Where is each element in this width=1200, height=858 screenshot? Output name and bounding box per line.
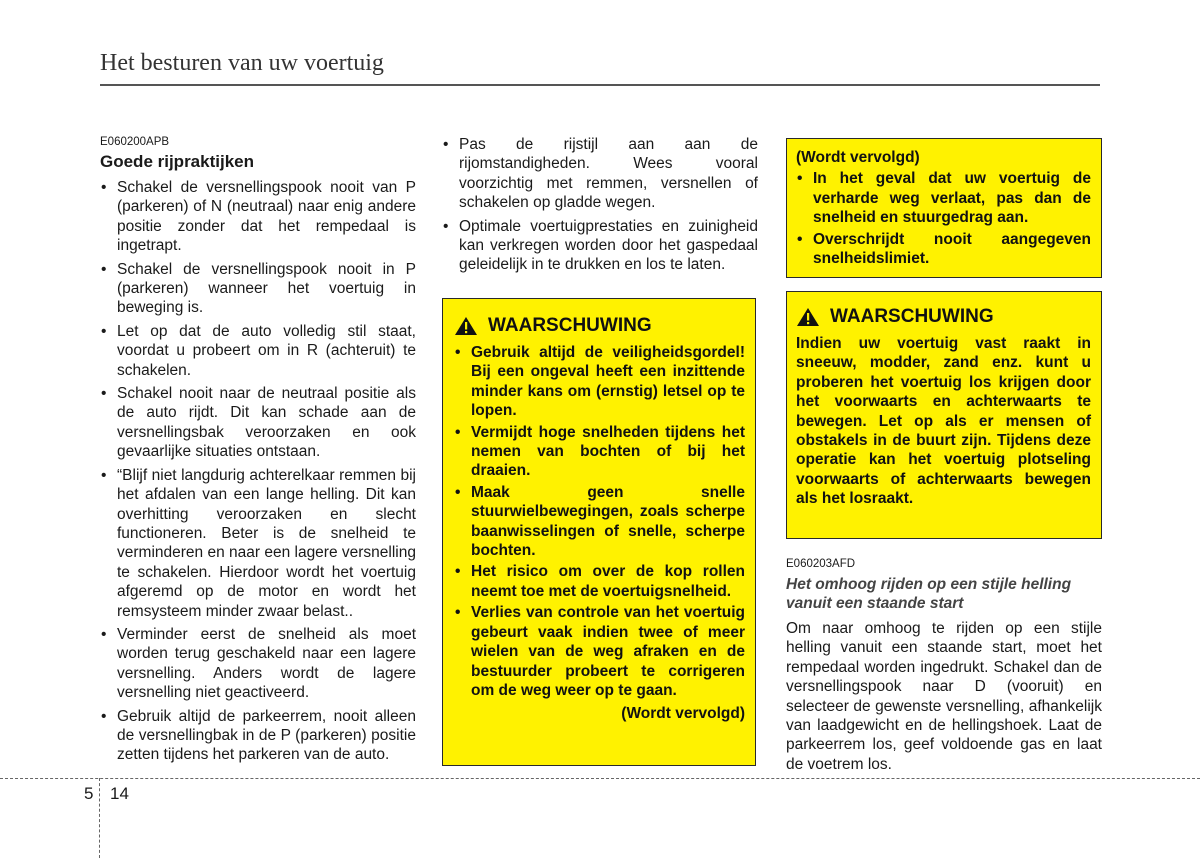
- continued-label: (Wordt vervolgd): [621, 705, 745, 723]
- list-item: • Verminder eerst de snelheid als moet worden terug geschakeld naar een lagere versnelling. Anders wordt de lagere versnelling niet geactiveerd.: [100, 625, 416, 703]
- list-item: • Schakel de versnellingspook nooit in P (parkeren) wanneer het voertuig in beweging is.: [100, 260, 416, 318]
- header-rule: [100, 84, 1100, 86]
- page-number: 14: [110, 784, 129, 803]
- warning-triangle-icon: [454, 316, 478, 336]
- list-item: • Pas de rijstijl aan aan de rijomstandigheden. Wees vooral voorzichtig met remmen, versnellen of schakelen op gladde wegen.: [442, 135, 758, 213]
- warning-continued-box: [786, 138, 1102, 278]
- warning-item: • Vermijdt hoge snelheden tijdens het nemen van bochten of bij het draaien.: [454, 423, 745, 481]
- warning-item: • Verlies van controle van het voertuig gebeurt vaak indien twee of meer wielen van de weg afraken en de bestuurder probeert te corrigeren om de weg weer op te gaan.: [454, 603, 745, 700]
- warning-item: • Overschrijdt nooit aangegeven snelheidslimiet.: [796, 230, 1091, 269]
- warning-triangle-icon: [796, 307, 820, 327]
- list-item: • Schakel de versnellingspook nooit van P (parkeren) of N (neutraal) naar enig andere positie zonder dat het rempedaal is ingetrapt.: [100, 178, 416, 256]
- warning-item: • Het risico om over de kop rollen neemt toe met de voertuigsnelheid.: [454, 562, 745, 601]
- column-middle: [442, 135, 758, 279]
- warning-item: • Maak geen snelle stuurwielbewegingen, zoals scherpe baanwisselingen of snelle, scherpe bochten.: [454, 483, 745, 561]
- list-item: • Optimale voertuigprestaties en zuinigheid kan verkregen worden door het gaspedaal geleidelijk in te drukken en los te laten.: [442, 217, 758, 275]
- section-body: Om naar omhoog te rijden op een stijle helling vanuit een staande start, moet het rempedaal worden ingedrukt. Schakel dan de versnellingspook naar D (vooruit) en selecteer de gewenste versnelling, afhankelijk van laadgewicht en de hellingshoek. Laat de parkeerrem los, geef voldoende gas en laat de voetrem los.: [786, 620, 1102, 773]
- page-header-title: Het besturen van uw voertuig: [100, 50, 384, 76]
- footer-rule: [0, 778, 1200, 779]
- list-item: • Gebruik altijd de parkeerrem, nooit alleen de versnellingbak in de P (parkeren) positie zetten tijdens het parkeren van de auto.: [100, 707, 416, 765]
- warning-box: [786, 291, 1102, 539]
- section-heading: Het omhoog rijden op een stijle helling vanuit een staande start: [786, 576, 1072, 612]
- list-item: • Schakel nooit naar de neutraal positie als de auto rijdt. Dit kan schade aan de versnellingsbak veroorzaken en ook gevaarlijke situaties ontstaan.: [100, 384, 416, 462]
- warning-title-text: WAARSCHUWING: [488, 315, 652, 336]
- section-code: E060203AFD: [786, 558, 856, 570]
- warning-title-text: WAARSCHUWING: [830, 306, 994, 327]
- column-left: [100, 135, 416, 769]
- section-heading: Goede rijpraktijken: [100, 152, 254, 171]
- warning-bullet-list: [796, 169, 1091, 268]
- warning-title: [796, 306, 1091, 328]
- section-code: E060200APB: [100, 136, 170, 148]
- section-hill-start: [786, 557, 1102, 774]
- bullet-list: [442, 135, 758, 275]
- warning-box: [442, 298, 756, 766]
- warning-title: [454, 315, 745, 337]
- list-item: • “Blijf niet langdurig achterelkaar remmen bij het afdalen van een lange helling. Dit kan overhitting veroorzaken en slecht functioneren. Beter is de snelheid te verminderen en naar een lagere versnelling te schakelen. Hierdoor wordt het voertuig afgeremd op de motor en wordt het remsysteem minder zwaar belast..: [100, 466, 416, 621]
- footer-divider: [99, 778, 100, 858]
- warning-text: Indien uw voertuig vast raakt in sneeuw, modder, zand enz. kunt u proberen het voertuig los krijgen door het voorwaarts en achterwaarts te bewegen. Let op als er mensen of obstakels in de buurt zijn. Tijdens deze operatie kan het voertuig plotseling voorwaarts of achterwaarts bewegen als het losraakt.: [796, 335, 1091, 508]
- bullet-list: [100, 178, 416, 765]
- warning-item: • Gebruik altijd de veiligheidsgordel! Bij een ongeval heeft een inzittende minder kans om (ernstig) letsel op te lopen.: [454, 343, 745, 421]
- continued-label: (Wordt vervolgd): [796, 149, 920, 166]
- warning-item: • In het geval dat uw voertuig de verharde weg verlaat, pas dan de snelheid en stuurgedrag aan.: [796, 169, 1091, 227]
- list-item: • Let op dat de auto volledig stil staat, voordat u probeert om in R (achteruit) te schakelen.: [100, 322, 416, 380]
- chapter-number: 5: [84, 784, 94, 803]
- warning-bullet-list: [454, 343, 745, 700]
